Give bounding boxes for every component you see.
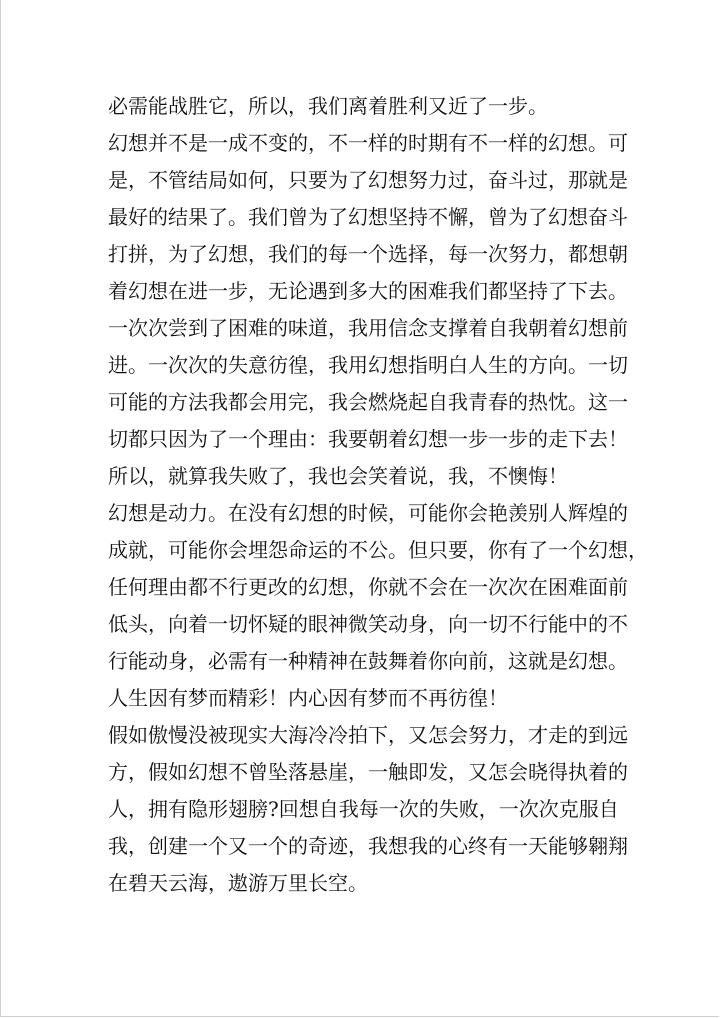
text-line: 最好的结果了。我们曾为了幻想坚持不懈，曾为了幻想奋斗 [108, 205, 628, 229]
text-line: 任何理由都不行更改的幻想，你就不会在一次次在困难面前 [108, 575, 628, 599]
text-line: 幻想并不是一成不变的，不一样的时期有不一样的幻想。可 [108, 131, 628, 155]
text-line: 进。一次次的失意彷徨，我用幻想指明白人生的方向。一切 [108, 353, 628, 377]
text-line: 我，创建一个又一个的奇迹，我想我的心终有一天能够翱翔 [108, 834, 628, 858]
document-body [108, 88, 648, 902]
text-line: 着幻想在进一步，无论遇到多大的困难我们都坚持了下去。 [108, 279, 628, 303]
text-line: 幻想是动力。在没有幻想的时候，可能你会艳羡别人辉煌的 [108, 501, 628, 525]
text-line: 人，拥有隐形翅膀?回想自我每一次的失败，一次次克服自 [108, 797, 619, 821]
text-line: 成就，可能你会埋怨命运的不公。但只要，你有了一个幻想， [108, 538, 648, 562]
text-line: 行能动身，必需有一种精神在鼓舞着你向前，这就是幻想。 [108, 649, 628, 673]
text-line: 人生因有梦而精彩！内心因有梦而不再彷徨！ [108, 686, 508, 710]
text-line: 打拼，为了幻想，我们的每一个选择，每一次努力，都想朝 [108, 242, 628, 266]
text-line: 是，不管结局如何，只要为了幻想努力过，奋斗过，那就是 [108, 168, 628, 192]
text-line: 必需能战胜它，所以，我们离着胜利又近了一步。 [108, 94, 548, 118]
text-line: 假如傲慢没被现实大海冷冷拍下，又怎会努力，才走的到远 [108, 723, 628, 747]
text-line: 所以，就算我失败了，我也会笑着说，我，不懊悔！ [108, 464, 568, 488]
text-line: 切都只因为了一个理由：我要朝着幻想一步一步的走下去！ [108, 427, 628, 451]
text-line: 一次次尝到了困难的味道，我用信念支撑着自我朝着幻想前 [108, 316, 628, 340]
text-line: 低头，向着一切怀疑的眼神微笑动身，向一切不行能中的不 [108, 612, 628, 636]
text-line: 方，假如幻想不曾坠落悬崖，一触即发，又怎会晓得执着的 [108, 760, 628, 784]
text-line: 在碧天云海，遨游万里长空。 [108, 871, 368, 895]
text-line: 可能的方法我都会用完，我会燃烧起自我青春的热忱。这一 [108, 390, 628, 414]
